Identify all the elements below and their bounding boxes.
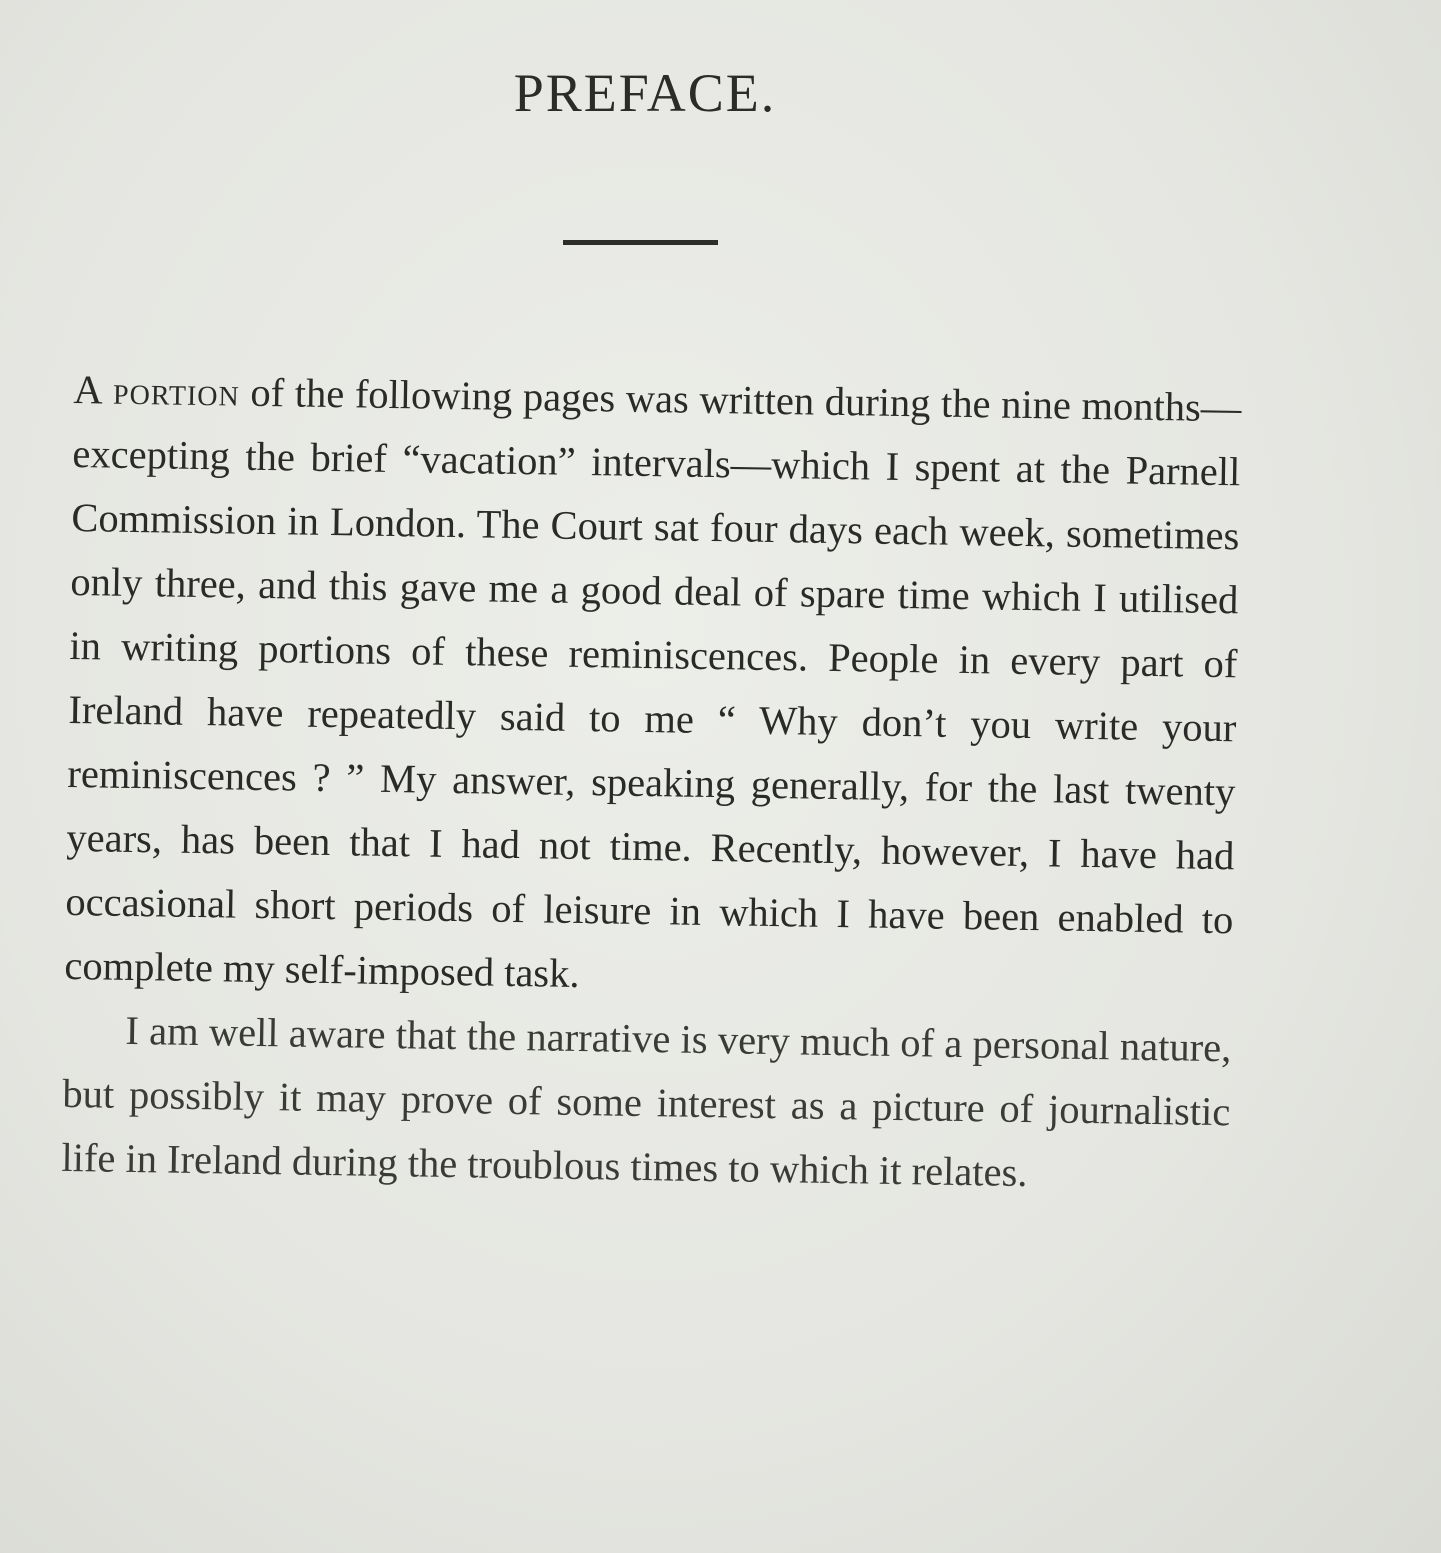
paragraph-1-text: of the following pages was written during the nine months—excepting the brief “vacation” intervals—which I spent at the Parnell Commission in London. The Court sat four days each week, sometimes only three, and this gave me a good deal of spare time which I utilised in writing portions of these reminiscences. People in every part of Ireland have repeatedly said to me “ Why don’t you write your reminiscences ? ” My answer, speaking generally, for the last twenty years, has been that I had not time. Recently, however, I have had occasional short periods of leisure in which I have been enabled to complete my self-imposed task. xyxy=(64,369,1242,997)
page-title: PREFACE. xyxy=(513,63,777,123)
paragraph-1 xyxy=(64,358,1242,1016)
title-divider xyxy=(563,240,718,245)
paragraph-2: I am well aware that the narrative is very much of a personal nature, but possibly it may prove of some interest as a picture of journalistic life in Ireland during the troublous times to which it relates. xyxy=(61,1007,1232,1196)
paragraph-lead: A portion xyxy=(73,366,241,415)
preface-body xyxy=(61,358,1242,1208)
